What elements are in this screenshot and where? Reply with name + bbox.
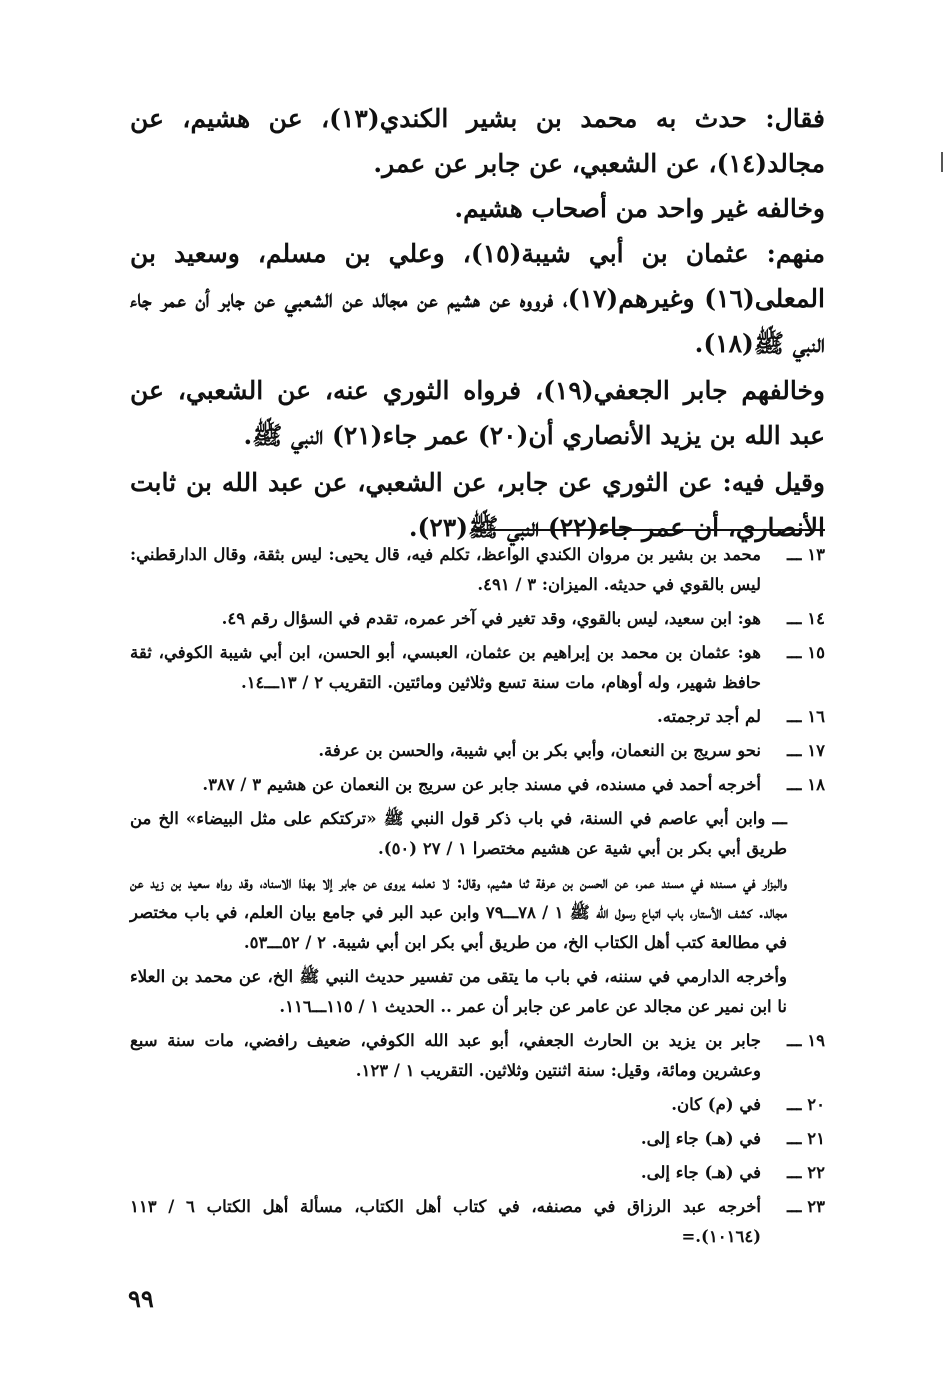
footnote-18-continuation: والبزار في مسنده في مسند عمر، عن الحسن بن عرفة ثنا هشيم، وقال: لا نعلمه يروى عن جابر إلا بهذا الاسناد، وقد رواه سعيد بن زيد عن مجالد. كشف الأستار، باب اتباع رسول الله ﷺ ١ / ٧٨ـــ٧٩ وابن عبد البر في جامع بيان العلم، في باب مختصر في مطالعة كتب أهل الكتاب الخ، من طريق أبي بكر ابن أبي شيبة. ٢ / ٥٢ـــ٥٣. (130, 873, 788, 952)
footnote-number: ١٧ ـــ (787, 741, 825, 760)
footnote-19 (130, 1026, 825, 1086)
main-paragraph: وقيل فيه: عن الثوري عن جابر، عن الشعبي، عن عبد الله بن ثابت الأنصاري، أن عمر جاء(٢٢) النبي ﷺ(٢٣). (130, 468, 825, 542)
main-text (130, 96, 825, 550)
footnote-text: هو: ابن سعيد، ليس بالقوي، وقد تغير في آخر عمره، تقدم في السؤال رقم ٤٩. (221, 609, 761, 628)
footnote-number: ١٣ ـــ (787, 545, 825, 564)
footnote-number: ١٥ ـــ (787, 643, 825, 662)
footnote-number: ١٤ ـــ (787, 609, 825, 628)
footnote-text: جابر بن يزيد بن الحارث الجعفي، أبو عبد الله الكوفي، ضعيف رافضي، مات سنة سبع وعشرين ومائة، وقيل: سنة اثنتين وثلاثين. التقريب ١ / ١٢٣. (130, 1031, 761, 1080)
footnote-text: في (هـ) جاء إلى. (640, 1129, 761, 1148)
main-paragraph: وخالفه غير واحد من أصحاب هشيم. (454, 194, 825, 223)
footnote-number: ٢١ ـــ (787, 1129, 825, 1148)
footnote-20 (130, 1090, 825, 1120)
page-number: ٩٩ (128, 1284, 154, 1313)
footnote-text: أخرجه عبد الرزاق في مصنفه، في كتاب أهل الكتاب، مسألة أهل الكتاب ٦ / ١١٣ (١٠١٦٤).= (130, 1197, 761, 1246)
main-paragraph: وخالفهم جابر الجعفي(١٩)، فرواه الثوري عنه، عن الشعبي، عن عبد الله بن يزيد الأنصاري أن(٢٠) عمر جاء(٢١) النبي ﷺ. (130, 376, 825, 450)
footnote-text: لم أجد ترجمته. (657, 707, 761, 726)
footnote-number: ٢٣ ـــ (787, 1197, 825, 1216)
footnote-21 (130, 1124, 825, 1154)
footnote-14 (130, 604, 825, 634)
footnote-text: أخرجه أحمد في مسنده، في مسند جابر عن سريج بن النعمان عن هشيم ٣ / ٣٨٧. (202, 775, 761, 794)
footnote-number: ٢٠ ـــ (787, 1095, 825, 1114)
footnote-divider (472, 529, 825, 531)
footnote-number: ١٦ ـــ (787, 707, 825, 726)
footnote-13 (130, 540, 825, 600)
footnote-23 (130, 1192, 825, 1252)
main-paragraph: منهم: عثمان بن أبي شيبة(١٥)، وعلي بن مسلم، وسعيد بن المعلى(١٦) وغيرهم(١٧)، فرووه عن هشيم عن مجالد عن الشعبي عن جابر أن عمر جاء النبي ﷺ(١٨). (130, 239, 826, 358)
footnote-18 (130, 770, 825, 800)
footnote-text: نحو سريج بن النعمان، وأبي بكر بن أبي شيبة، والحسن بن عرفة. (318, 741, 761, 760)
footnote-16 (130, 702, 825, 732)
footnote-number: ٢٢ ـــ (787, 1163, 825, 1182)
main-paragraph: فقال: حدث به محمد بن بشير الكندي(١٣)، عن هشيم، عن مجالد(١٤)، عن الشعبي، عن جابر عن عمر. (130, 104, 825, 178)
footnote-17 (130, 736, 825, 766)
footnote-15 (130, 638, 825, 698)
margin-mark (941, 152, 943, 172)
footnote-text: في (م) كان. (671, 1095, 761, 1114)
footnote-text: محمد بن بشير بن مروان الكندي الواعظ، تكلم فيه، قال يحيى: ليس بثقة، وقال الدارقطني: ليس بالقوي في حديثه. الميزان: ٣ / ٤٩١. (130, 545, 761, 594)
footnote-number: ١٩ ـــ (787, 1031, 825, 1050)
footnotes (130, 540, 825, 1256)
footnote-number: ١٨ ـــ (787, 775, 825, 794)
footnote-text: هو: عثمان بن محمد بن إبراهيم بن عثمان، العبسي، أبو الحسن، ابن أبي شيبة الكوفي، ثقة حافظ شهير، وله أوهام، مات سنة تسع وثلاثين ومائتين. التقريب ٢ / ١٣ـــ١٤. (130, 643, 761, 692)
footnote-22 (130, 1158, 825, 1188)
footnote-text: في (هـ) جاء إلى. (640, 1163, 761, 1182)
footnote-18-continuation: ـــ وابن أبي عاصم في السنة، في باب ذكر قول النبي ﷺ «تركتكم على مثل البيضاء» الخ من طريق أبي بكر بن أبي شية عن هشيم مختصرا ١ / ٢٧ (٥٠). (130, 809, 787, 858)
footnote-18-continuation: وأخرجه الدارمي في سننه، في باب ما يتقى من تفسير حديث النبي ﷺ الخ، عن محمد بن العلاء نا ابن نمير عن مجالد عن عامر عن جابر أن عمر .. الحديث ١ / ١١٥ـــ١١٦. (130, 967, 787, 1016)
